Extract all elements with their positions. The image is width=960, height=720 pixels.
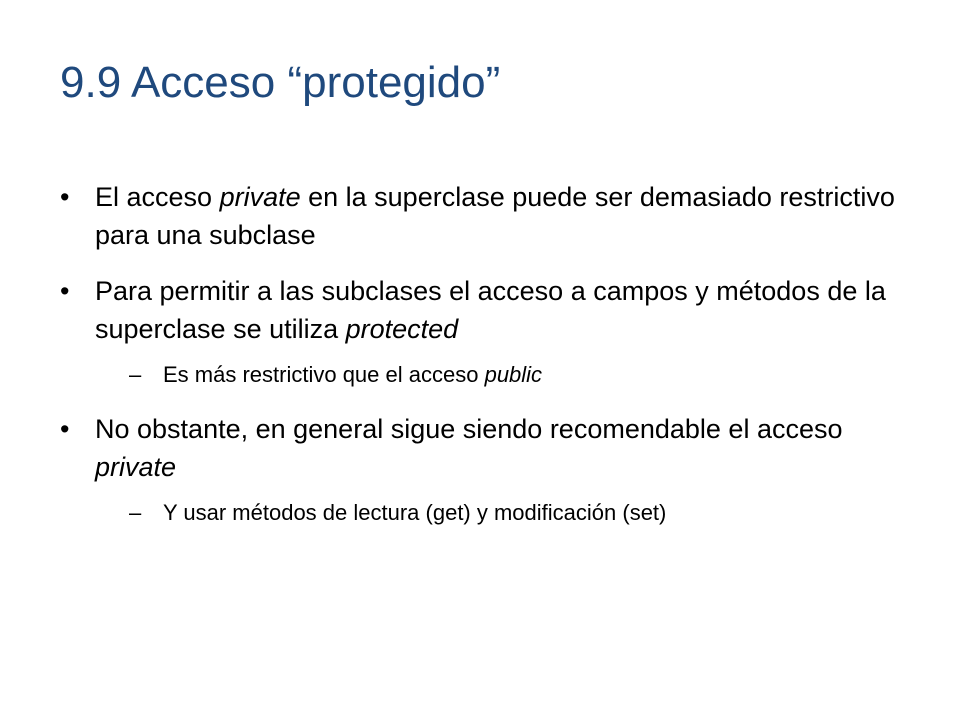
bullet-marker: • <box>60 182 70 212</box>
bullet-text: El acceso <box>95 182 220 212</box>
bullet-keyword-protected: protected <box>345 314 459 344</box>
sub-bullet-text: Es más restrictivo que el acceso <box>163 362 485 387</box>
bullet-text: No obstante, en general sigue siendo recomendable el acceso <box>95 414 843 444</box>
sub-bullet-public-comparison <box>129 360 910 390</box>
bullet-text: Para permitir a las subclases el acceso a campos y métodos de la superclase se utiliza <box>95 276 886 344</box>
bullet-private-access <box>60 178 910 254</box>
bullet-marker: • <box>60 414 70 444</box>
slide-content <box>60 178 910 548</box>
sub-bullet-keyword-public: public <box>484 362 543 387</box>
bullet-text: en la superclase puede ser demasiado restrictivo para una subclase <box>95 182 895 250</box>
sub-bullet-marker: – <box>129 362 142 387</box>
bullet-marker: • <box>60 276 70 306</box>
bullet-protected-access <box>60 272 910 348</box>
bullet-private-recommended <box>60 410 910 486</box>
slide-title: 9.9 Acceso “protegido” <box>60 58 501 107</box>
bullet-keyword-private: private <box>219 182 301 212</box>
sub-bullet-text: Y usar métodos de lectura (get) y modificación (set) <box>163 500 667 525</box>
sub-bullet-getters-setters <box>129 498 910 528</box>
bullet-keyword-private: private <box>95 452 177 482</box>
sub-bullet-marker: – <box>129 500 142 525</box>
